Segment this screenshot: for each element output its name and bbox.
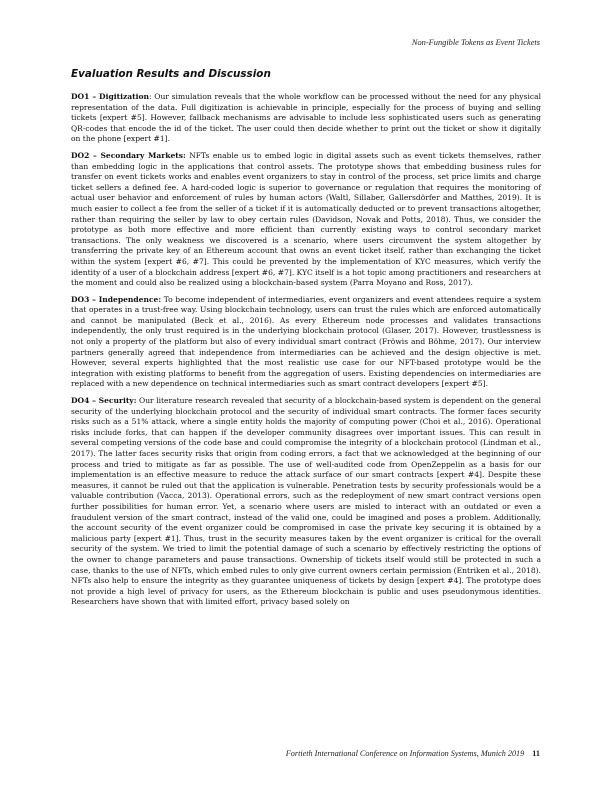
paragraph-body: To become independent of intermediaries, event organizers and event attendees require a system that operates in a trust-free way. Using blockchain technology, users can trust the rules which are enforced automatically and cannot be manipulated (Beck et al., 2016). As every Ethereum node processes and validates transactions independently, the only trust required is in the underlying blockchain protocol (Glaser, 2017). However, trustlessness is not only a property of the platform but also of every individual smart contract (Fröwis and Böhme, 2017). Our interview partners generally agreed that independence from intermediaries can be achieved and the design objective is met. However, several experts highlighted that the most realistic use case for our NFT-based prototype would be the integration with existing platforms to benefit from the aggregation of users. Existing dependencies on intermediaries are replaced with a new dependence on technical intermediaries such as smart contract developers [expert #5]. (71, 294, 542, 389)
paragraph-lead: DO3 – Independence: (71, 294, 162, 304)
main-content (71, 68, 541, 614)
paragraph-do3-independence (71, 295, 541, 390)
paragraph-body: NFTs enable us to embed logic in digital assets such as event tickets themselves, rather than embedding logic in the applications that control assets. The prototype shows that embedding business rules for transfer on event tickets works and enables event organizers to stay in control of the process, set price limits and charge ticket sellers a defined fee. A hard-coded logic is superior to governance or regulation that requires the monitoring of actual user behavior and enforcement of rules by human actors (Waltl, Sillaber, Gallersdörfer and Matthes, 2019). It is much easier to collect a fee from the seller of a ticket if it is automatically deducted or to prevent transactions altogether, rather than requiring the seller by law to obey certain rules (Davidson, Novak and Potts, 2018). Thus, we consider the prototype as both more effective and more efficient than currently existing ways to control secondary market transactions. The only weakness we discovered is a scenario, where users circumvent the system altogether by transferring the private key of an Ethereum account that owns an event ticket itself, rather than exchanging the ticket within the system [expert #6, #7]. This could be prevented by the implementation of KYC measures, which verify the identity of a user of a blockchain address [expert #6, #7]. KYC itself is a hot topic among practitioners and researchers at the moment and could also be realized using a blockchain-based system (Parra Moyano and Ross, 2017). (71, 150, 541, 288)
paragraph-body: Our literature research revealed that security of a blockchain-based system is dependent on the general security of the underlying blockchain protocol and the security of individual smart contracts. The former faces security risks such as a 51% attack, where a single entity holds the majority of computing power (Choi et al., 2016). Operational risks include forks, that can happen if the developer community disagrees over important issues. This can result in several competing versions of the code base and could compromise the integrity of a blockchain protocol (Lindman et al., 2017). The latter faces security risks that origin from coding errors, a fact that we acknowledged at the beginning of our process and tried to mitigate as far as possible. The use of well-audited code from OpenZeppelin as a basis for our implementation is an effective measure to reduce the attack surface of our smart contracts [expert #4]. Despite these measures, it cannot be ruled out that the application is vulnerable. Penetration tests by security professionals would be a valuable contribution (Vacca, 2013). Operational errors, such as the redeployment of new smart contract versions open further possibilities for human error. Yet, a scenario where users are misled to interact with an outdated or even a fraudulent version of the smart contract, instead of the valid one, could be imagined and poses a problem. Additionally, the account security of the event organizer could be compromised in case the private key securing it is obtained by a malicious party [expert #1]. Thus, trust in the security measures taken by the event organizer is critical for the overall security of the system. We tried to limit the potential damage of such a scenario by effectively restricting the options of the owner to change parameters and pause transactions. Ownership of tickets itself would still be protected in such a case, thanks to the use of NFTs, which embed rules to only give current owners certain permission (Entriken et al., 2018). NFTs also help to ensure the integrity as they guarantee uniqueness of tickets by design [expert #4]. The prototype does not provide a high level of privacy for users, as the Ethereum blockchain is public and uses pseudonymous identities. Researchers have shown that with limited effort, privacy based solely on (71, 396, 542, 607)
running-head: Non-Fungible Tokens as Event Tickets (411, 38, 540, 47)
paragraph-lead: DO2 – Secondary Markets: (71, 150, 186, 160)
page-number: 11 (532, 749, 540, 758)
paragraph-lead: DO4 – Security: (71, 396, 137, 406)
conference-name: Fortieth International Conference on Information Systems, Munich 2019 (285, 749, 525, 758)
paragraph-do4-security (71, 396, 541, 608)
page-footer (286, 749, 540, 758)
paragraph-body: : Our simulation reveals that the whole workflow can be processed without the need for any physical representation of the data. Full digitization is achievable in principle, especially for the process of buying and selling tickets [expert #5]. However, fallback mechanisms are advisable to include less sophisticated users such as generating QR-codes that encode the id of the ticket. The user could then decide whether to print out the ticket or show it digitally on the phone [expert #1]. (71, 92, 541, 144)
section-heading: Evaluation Results and Discussion (71, 68, 271, 80)
paragraph-do2-secondary-markets (71, 151, 541, 289)
paragraph-lead: DO1 – Digitization (71, 92, 150, 101)
paragraph-do1-digitization (71, 92, 541, 145)
